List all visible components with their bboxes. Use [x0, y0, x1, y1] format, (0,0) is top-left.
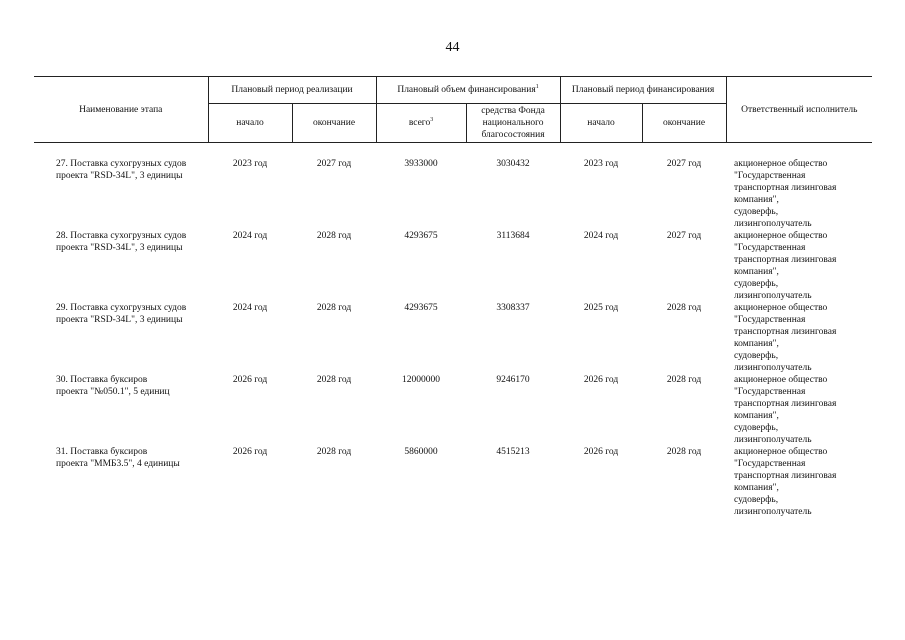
- header-fin-end: окончание: [642, 104, 726, 143]
- responsible-line: транспортная лизинговая: [734, 399, 837, 409]
- responsible-line: судоверфь,: [734, 207, 779, 217]
- cell-fin-end: 2028 год: [666, 303, 702, 313]
- cell-fund: 3030432: [496, 159, 530, 169]
- header-volume-footnote: 1: [535, 83, 539, 90]
- header-volume: [376, 77, 560, 104]
- cell-total: 4293675: [404, 231, 438, 241]
- responsible-line: транспортная лизинговая: [734, 255, 837, 265]
- cell-impl-end: 2027 год: [316, 159, 352, 169]
- cell-impl-end: 2028 год: [316, 447, 352, 457]
- cell-responsible: [726, 158, 872, 230]
- header-total: [376, 104, 466, 143]
- header-impl-start: начало: [208, 104, 292, 143]
- responsible-line: судоверфь,: [734, 279, 779, 289]
- table-row: [34, 302, 872, 374]
- cell-total: 4293675: [404, 303, 438, 313]
- cell-impl-start: 2026 год: [232, 447, 268, 457]
- cell-fin-start: 2025 год: [583, 303, 619, 313]
- stage-name-line: 28. Поставка сухогрузных судов: [56, 231, 187, 241]
- responsible-line: акционерное общество: [734, 231, 828, 241]
- cell-stage-name: [34, 302, 208, 374]
- responsible-line: судоверфь,: [734, 495, 779, 505]
- cell-impl-start: 2026 год: [232, 375, 268, 385]
- cell-fin-start: 2024 год: [583, 231, 619, 241]
- header-responsible: Ответственный исполнитель: [726, 77, 872, 143]
- responsible-line: судоверфь,: [734, 351, 779, 361]
- responsible-line: компания",: [734, 195, 779, 205]
- responsible-line: "Государственная: [734, 315, 806, 325]
- responsible-line: лизингополучатель: [734, 435, 812, 445]
- stage-name-line: проекта "RSD-34L", 3 единицы: [56, 171, 183, 181]
- cell-impl-start: 2024 год: [232, 231, 268, 241]
- cell-responsible: [726, 374, 872, 446]
- table-row: [34, 158, 872, 230]
- header-volume-label: Плановый объем финансирования: [397, 85, 536, 95]
- header-total-label: всего: [408, 118, 431, 128]
- stage-name-line: проекта "RSD-34L", 3 единицы: [56, 243, 183, 253]
- responsible-line: акционерное общество: [734, 159, 828, 169]
- cell-total: 5860000: [404, 447, 438, 457]
- cell-impl-start: 2023 год: [232, 159, 268, 169]
- cell-fin-start: 2026 год: [583, 375, 619, 385]
- cell-impl-start: 2024 год: [232, 303, 268, 313]
- responsible-line: транспортная лизинговая: [734, 183, 837, 193]
- table-row: [34, 446, 872, 518]
- header-fin-start: начало: [560, 104, 642, 143]
- cell-fin-end: 2028 год: [666, 447, 702, 457]
- responsible-line: транспортная лизинговая: [734, 327, 837, 337]
- stage-name-line: проекта "ММБ3.5", 4 единицы: [56, 459, 180, 469]
- responsible-line: лизингополучатель: [734, 363, 812, 373]
- cell-stage-name: [34, 374, 208, 446]
- table-row: [34, 230, 872, 302]
- cell-fund: 3113684: [496, 231, 530, 241]
- header-total-footnote: 3: [430, 116, 434, 123]
- cell-fin-end: 2027 год: [666, 159, 702, 169]
- stage-name-line: 27. Поставка сухогрузных судов: [56, 159, 187, 169]
- responsible-line: "Государственная: [734, 171, 806, 181]
- header-fin-period: Плановый период финансирования: [560, 77, 726, 104]
- stage-name-line: 31. Поставка буксиров: [56, 447, 148, 457]
- cell-impl-end: 2028 год: [316, 303, 352, 313]
- responsible-line: судоверфь,: [734, 423, 779, 433]
- header-impl-period: Плановый период реализации: [208, 77, 376, 104]
- responsible-line: лизингополучатель: [734, 291, 812, 301]
- header-fund: средства Фонда национального благосостояния: [466, 104, 560, 143]
- cell-stage-name: [34, 446, 208, 518]
- responsible-line: "Государственная: [734, 459, 806, 469]
- cell-fin-end: 2027 год: [666, 231, 702, 241]
- cell-fund: 9246170: [496, 375, 530, 385]
- responsible-line: компания",: [734, 339, 779, 349]
- responsible-line: акционерное общество: [734, 303, 828, 313]
- cell-fund: 4515213: [496, 447, 530, 457]
- responsible-line: акционерное общество: [734, 447, 828, 457]
- responsible-line: "Государственная: [734, 387, 806, 397]
- cell-fund: 3308337: [496, 303, 530, 313]
- header-impl-end: окончание: [292, 104, 376, 143]
- responsible-line: транспортная лизинговая: [734, 471, 837, 481]
- cell-responsible: [726, 230, 872, 302]
- cell-fin-start: 2023 год: [583, 159, 619, 169]
- responsible-line: акционерное общество: [734, 375, 828, 385]
- cell-fin-end: 2028 год: [666, 375, 702, 385]
- cell-responsible: [726, 302, 872, 374]
- cell-fin-start: 2026 год: [583, 447, 619, 457]
- responsible-line: лизингополучатель: [734, 219, 812, 229]
- cell-impl-end: 2028 год: [316, 231, 352, 241]
- cell-impl-end: 2028 год: [316, 375, 352, 385]
- cell-stage-name: [34, 158, 208, 230]
- financing-table: [34, 76, 872, 518]
- stage-name-line: 29. Поставка сухогрузных судов: [56, 303, 187, 313]
- stage-name-line: проекта "RSD-34L", 3 единицы: [56, 315, 183, 325]
- stage-name-line: проекта "№050.1", 5 единиц: [56, 387, 170, 397]
- responsible-line: лизингополучатель: [734, 507, 812, 517]
- page-number: 44: [445, 40, 460, 55]
- cell-stage-name: [34, 230, 208, 302]
- cell-total: 3933000: [404, 159, 438, 169]
- responsible-line: компания",: [734, 267, 779, 277]
- responsible-line: компания",: [734, 483, 779, 493]
- cell-responsible: [726, 446, 872, 518]
- cell-total: 12000000: [402, 375, 441, 385]
- responsible-line: "Государственная: [734, 243, 806, 253]
- table-header: [34, 77, 872, 143]
- header-stage-name: Наименование этапа: [34, 77, 208, 143]
- responsible-line: компания",: [734, 411, 779, 421]
- table-row: [34, 374, 872, 446]
- stage-name-line: 30. Поставка буксиров: [56, 375, 148, 385]
- table-body: [34, 143, 872, 519]
